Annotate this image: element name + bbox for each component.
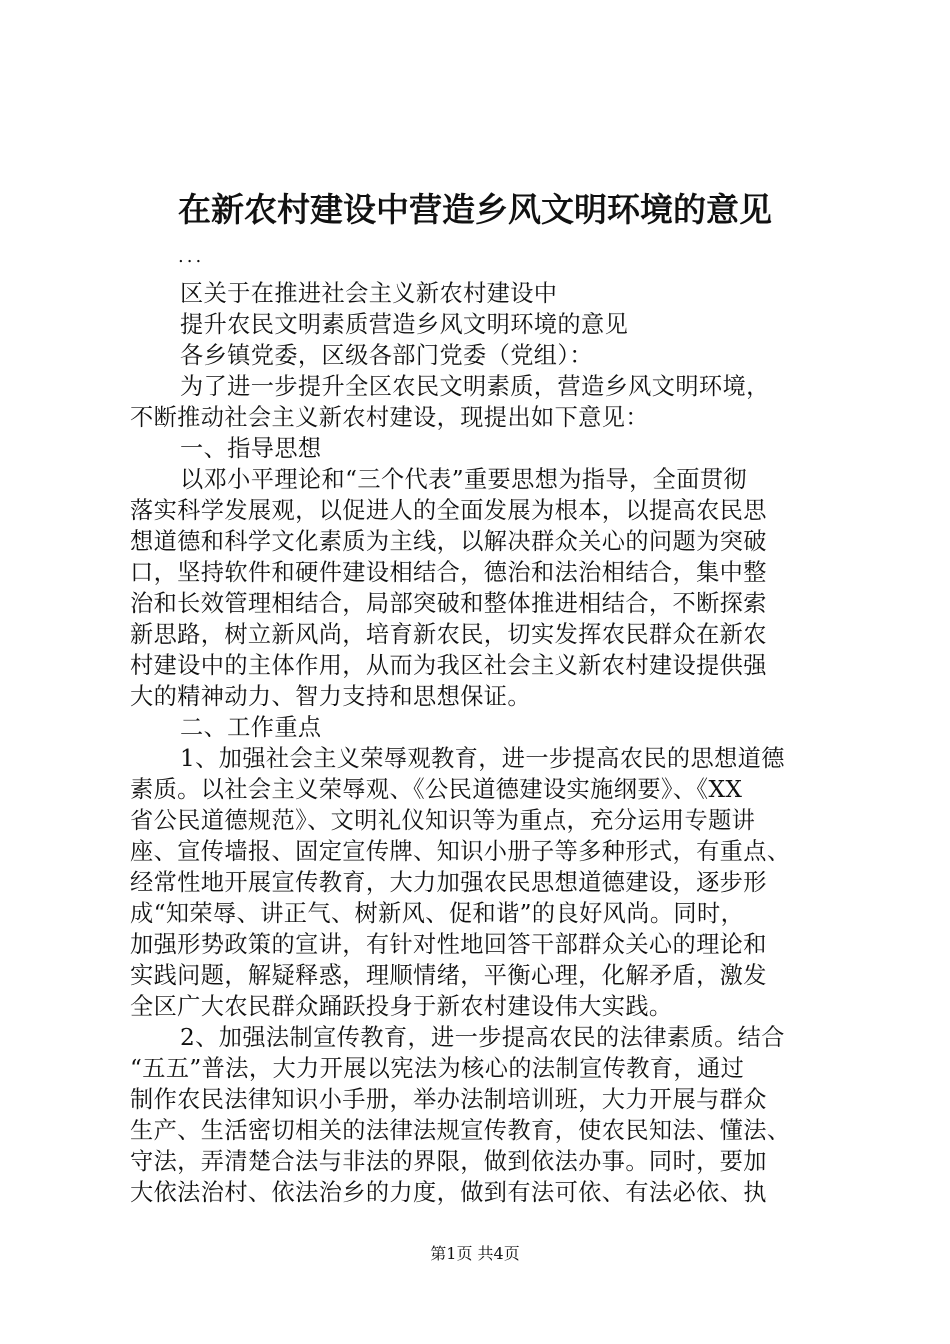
page-footer: 第1页 共4页 — [430, 1244, 520, 1263]
paragraph-line: 省公民道德规范》、文明礼仪知识等为重点，充分运用专题讲 — [130, 807, 756, 834]
paragraph-line: 口，坚持软件和硬件建设相结合，德治和法治相结合，集中整 — [130, 559, 767, 586]
paragraph-line: 全区广大农民群众踊跃投身于新农村建设伟大实践。 — [130, 993, 673, 1020]
paragraph-line: 生产、生活密切相关的法律法规宣传教育，使农民知法、懂法、 — [130, 1117, 791, 1144]
paragraph-line: 座、宣传墙报、固定宣传牌、知识小册子等多种形式，有重点、 — [130, 838, 791, 865]
paragraph-line: 想道德和科学文化素质为主线，以解决群众关心的问题为突破 — [130, 528, 767, 555]
paragraph-line: 制作农民法律知识小手册，举办法制培训班，大力开展与群众 — [130, 1086, 767, 1113]
paragraph-line: 2、加强法制宣传教育，进一步提高农民的法律素质。结合 — [180, 1024, 785, 1051]
paragraph-line: 治和长效管理相结合，局部突破和整体推进相结合，不断探索 — [130, 590, 767, 617]
paragraph-line: 为了进一步提升全区农民文明素质，营造乡风文明环境， — [180, 373, 770, 400]
ellipsis-marker: ... — [178, 246, 205, 267]
document-body — [130, 247, 830, 1208]
paragraph-line: 大依法治村、依法治乡的力度，做到有法可依、有法必依、执 — [130, 1179, 767, 1206]
paragraph-line: 新思路，树立新风尚，培育新农民，切实发挥农民群众在新农 — [130, 621, 767, 648]
section-heading-1: 一、指导思想 — [180, 435, 322, 462]
paragraph-line: 成“知荣辱、讲正气、树新风、促和谐”的良好风尚。同时， — [130, 900, 745, 927]
paragraph-line: 守法，弄清楚合法与非法的界限，做到依法办事。同时，要加 — [130, 1148, 767, 1175]
paragraph-line: 村建设中的主体作用，从而为我区社会主义新农村建设提供强 — [130, 652, 767, 679]
section-heading-2: 二、工作重点 — [180, 714, 322, 741]
paragraph-line: 落实科学发展观，以促进人的全面发展为根本，以提高农民思 — [130, 497, 767, 524]
paragraph-line: 以邓小平理论和“三个代表”重要思想为指导，全面贯彻 — [180, 466, 748, 493]
spacer — [130, 267, 830, 278]
paragraph-line: “五五”普法，大力开展以宪法为核心的法制宣传教育，通过 — [130, 1055, 745, 1082]
paragraph-line: 素质。以社会主义荣辱观、《公民道德建设实施纲要》、《XX — [130, 776, 743, 803]
salutation: 各乡镇党委，区级各部门党委（党组）： — [180, 342, 593, 369]
paragraph-line: 实践问题，解疑释惑，理顺情绪，平衡心理，化解矛盾，激发 — [130, 962, 767, 989]
paragraph-line: 经常性地开展宣传教育，大力加强农民思想道德建设，逐步形 — [130, 869, 767, 896]
heading-line-1: 区关于在推进社会主义新农村建设中 — [180, 280, 558, 307]
paragraph-line: 1、加强社会主义荣辱观教育，进一步提高农民的思想道德 — [180, 745, 785, 772]
heading-line-2: 提升农民文明素质营造乡风文明环境的意见 — [180, 311, 629, 338]
document-title: 在新农村建设中营造乡风文明环境的意见 — [178, 190, 772, 229]
paragraph-line: 加强形势政策的宣讲，有针对性地回答干部群众关心的理论和 — [130, 931, 767, 958]
paragraph-line: 不断推动社会主义新农村建设，现提出如下意见： — [130, 404, 649, 431]
paragraph-line: 大的精神动力、智力支持和思想保证。 — [130, 683, 531, 710]
